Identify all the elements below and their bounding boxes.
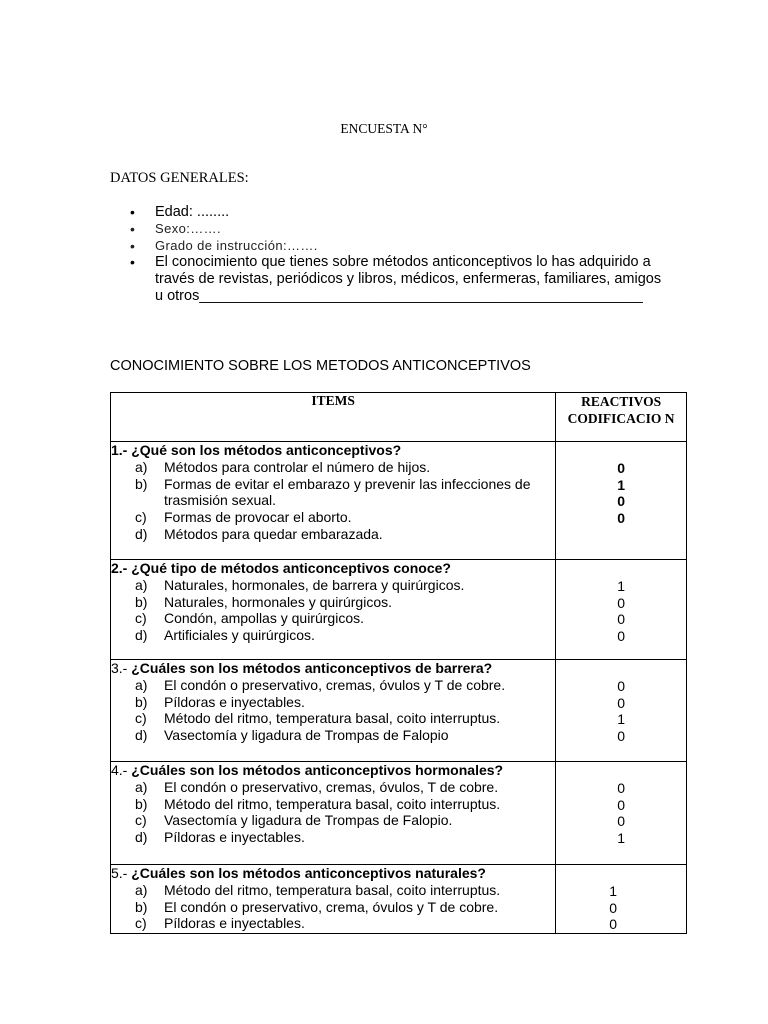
code-value: 0 xyxy=(617,611,625,628)
options-list xyxy=(111,577,555,644)
table-row xyxy=(111,442,687,560)
knowledge-source-text: El conocimiento que tienes sobre métodos anticonceptivos lo has adquirido a través de revistas, periódicos y libros, médicos, enfermeras, familiares, amigos u otros_______________________________________________________ xyxy=(155,254,662,304)
bullet-icon: • xyxy=(130,237,136,254)
table-row xyxy=(111,865,687,934)
items-header: ITEMS xyxy=(111,393,556,442)
option-item: d) Métodos para quedar embarazada. xyxy=(135,525,383,542)
options-list xyxy=(111,882,555,932)
question-title: 3.- ¿Cuáles son los métodos anticonceptivos de barrera? xyxy=(111,660,493,676)
score-header: REACTIVOS CODIFICACIO N xyxy=(556,393,687,442)
code-value: 0 xyxy=(617,779,625,796)
question-title: 1.- ¿Qué son los métodos anticonceptivos? xyxy=(111,442,402,458)
options-list xyxy=(111,779,555,846)
code-cell xyxy=(556,660,687,762)
code-value: 1 xyxy=(617,711,625,728)
option-item: a) El condón o preservativo, cremas, óvulos y T de cobre. xyxy=(135,676,506,693)
code-cell xyxy=(556,442,687,560)
code-value: 1 xyxy=(617,577,625,594)
question-cell xyxy=(111,865,556,934)
sex-field: Sexo:……. xyxy=(155,220,222,236)
code-value: 0 xyxy=(617,694,625,711)
code-list xyxy=(556,865,686,933)
option-item: c) Píldoras e inyectables. xyxy=(135,915,305,932)
option-item: b) El condón o preservativo, crema, óvulos y T de cobre. xyxy=(135,898,499,915)
table-header-row xyxy=(111,393,687,442)
code-value: 1 xyxy=(617,830,625,847)
code-value: 0 xyxy=(617,493,625,510)
code-value: 0 xyxy=(617,813,625,830)
survey-title: ENCUESTA N° xyxy=(340,121,428,136)
option-item: b) Naturales, hormonales y quirúrgicos. xyxy=(135,593,392,610)
age-item xyxy=(110,204,670,221)
option-item: c) Vasectomía y ligadura de Trompas de Falopio. xyxy=(135,812,453,829)
code-value: 0 xyxy=(617,594,625,611)
code-value: 0 xyxy=(617,728,625,745)
bullet-icon: • xyxy=(130,204,135,220)
code-value: 0 xyxy=(617,628,625,645)
code-cell xyxy=(556,560,687,660)
code-list xyxy=(556,660,686,745)
general-data-list xyxy=(110,204,670,305)
question-cell xyxy=(111,560,556,660)
code-list xyxy=(556,560,686,645)
option-item: b) Formas de evitar el embarazo y prevenir las infecciones de trasmisión sexual. xyxy=(135,475,531,509)
option-item: d) Artificiales y quirúrgicos. xyxy=(135,627,315,644)
code-cell xyxy=(556,762,687,865)
code-list xyxy=(556,762,686,847)
option-item: a) Método del ritmo, temperatura basal, coito interruptus. xyxy=(135,881,501,898)
option-item: c) Formas de provocar el aborto. xyxy=(135,509,352,526)
option-item: a) Naturales, hormonales, de barrera y quirúrgicos. xyxy=(135,576,465,593)
option-item: b) Método del ritmo, temperatura basal, coito interruptus. xyxy=(135,795,501,812)
general-data-heading: DATOS GENERALES: xyxy=(110,170,249,186)
code-list xyxy=(556,442,686,527)
code-value: 1 xyxy=(609,882,617,899)
table-row xyxy=(111,762,687,865)
bullet-icon: • xyxy=(130,220,136,237)
education-item xyxy=(110,238,670,255)
table-row xyxy=(111,660,687,762)
code-value: 0 xyxy=(609,916,617,933)
options-list xyxy=(111,677,555,744)
option-item: c) Método del ritmo, temperatura basal, coito interruptus. xyxy=(135,710,501,727)
section-heading: CONOCIMIENTO SOBRE LOS METODOS ANTICONCEPTIVOS xyxy=(110,358,531,374)
option-item: b) Píldoras e inyectables. xyxy=(135,693,305,710)
education-field: Grado de instrucción:……. xyxy=(155,237,318,253)
code-value: 1 xyxy=(617,476,625,493)
sex-item xyxy=(110,221,670,238)
option-item: d) Vasectomía y ligadura de Trompas de Falopio xyxy=(135,727,449,744)
code-cell xyxy=(556,865,687,934)
bullet-icon: • xyxy=(130,254,135,271)
survey-table xyxy=(110,392,687,934)
question-cell xyxy=(111,762,556,865)
knowledge-source-item xyxy=(110,254,670,304)
table-row xyxy=(111,560,687,660)
age-field: Edad: ........ xyxy=(155,204,230,220)
option-item: d) Píldoras e inyectables. xyxy=(135,829,305,846)
options-list xyxy=(111,459,555,543)
option-item: a) El condón o preservativo, cremas, óvulos, T de cobre. xyxy=(135,778,499,795)
code-value: 0 xyxy=(617,459,625,476)
code-value: 0 xyxy=(609,899,617,916)
question-cell xyxy=(111,442,556,560)
code-value: 0 xyxy=(617,510,625,527)
option-item: a) Métodos para controlar el número de hijos. xyxy=(135,458,431,475)
question-title: 2.- ¿Qué tipo de métodos anticonceptivos conoce? xyxy=(111,560,451,576)
code-value: 0 xyxy=(617,677,625,694)
option-item: c) Condón, ampollas y quirúrgicos. xyxy=(135,610,364,627)
question-cell xyxy=(111,660,556,762)
code-value: 0 xyxy=(617,796,625,813)
question-title: 5.- ¿Cuáles son los métodos anticonceptivos naturales? xyxy=(111,865,486,881)
question-title: 4.- ¿Cuáles son los métodos anticonceptivos hormonales? xyxy=(111,762,504,778)
